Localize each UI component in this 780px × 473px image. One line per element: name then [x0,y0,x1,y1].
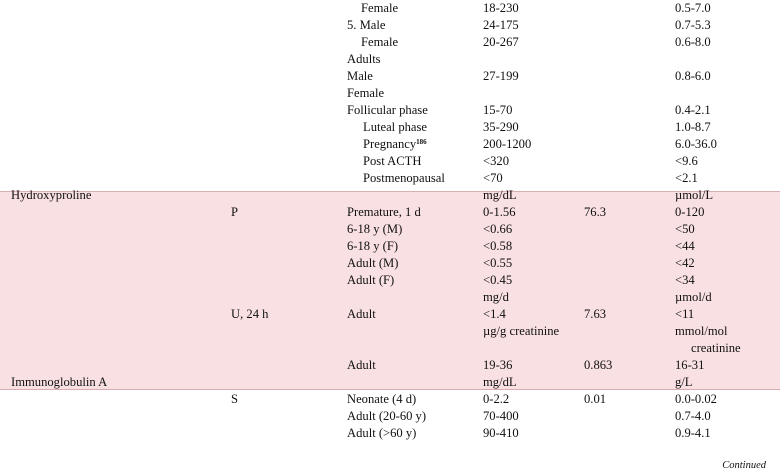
group-cell-text: Neonate (4 d) [347,392,417,406]
si-range-cell-text: <44 [675,239,695,253]
table-row [0,323,780,340]
conventional-range-cell [483,102,512,119]
conventional-range-cell [483,238,512,255]
group-cell-text: Female [347,86,385,100]
si-range-cell [675,187,713,204]
specimen-cell-text: U, 24 h [231,307,269,321]
conventional-range-cell-text: mg/dL [483,375,517,389]
table-row [0,221,780,238]
group-cell-text: Female [361,1,399,15]
table-row [0,238,780,255]
group-cell-text: 6-18 y (F) [347,239,399,253]
conventional-range-cell-text: mg/d [483,290,509,304]
table-row [0,340,780,357]
table-row [0,51,780,68]
si-range-cell-text: µmol/L [675,188,714,202]
si-range-cell-text: 0.7-5.3 [675,18,711,32]
si-range-cell [675,68,711,85]
group-cell-text: Postmenopausal [363,171,445,185]
conventional-range-cell [483,17,519,34]
conventional-range-cell-text: 24-175 [483,18,519,32]
si-range-cell-text: 1.0-8.7 [675,120,711,134]
group-cell [347,17,385,34]
conversion-factor-cell-text: 0.01 [584,392,607,406]
si-range-cell [675,340,741,357]
si-range-cell-text: µmol/d [675,290,712,304]
conventional-range-cell-text: 19-36 [483,358,513,372]
si-range-cell [675,153,698,170]
reference-superscript: 186 [416,138,427,146]
conventional-range-cell-text: <0.55 [483,256,513,270]
table-row [0,119,780,136]
si-range-cell-text: 0-120 [675,205,705,219]
conventional-range-cell [483,68,519,85]
table-row [0,153,780,170]
table-row [0,289,780,306]
si-range-cell [675,289,712,306]
si-range-cell-text: 6.0-36.0 [675,137,717,151]
table-row [0,357,780,374]
group-cell [347,85,384,102]
table-row [0,102,780,119]
table-row [0,408,780,425]
si-range-cell [675,102,711,119]
group-cell [347,357,376,374]
si-range-cell-text: <11 [675,307,695,321]
conventional-range-cell-text: 70-400 [483,409,519,423]
table-row [0,0,780,17]
si-range-cell [675,0,711,17]
table-row [0,272,780,289]
table-row [0,136,780,153]
group-cell [347,136,427,153]
si-range-cell [675,255,695,272]
conventional-range-cell [483,187,517,204]
test-name-cell [11,187,91,204]
conventional-range-cell [483,323,559,340]
group-cell-text: Adult (20-60 y) [347,409,427,423]
group-cell [347,255,398,272]
conventional-range-cell [483,306,506,323]
group-cell-text: Premature, 1 d [347,205,421,219]
si-range-cell-text: mmol/mol [675,324,728,338]
conventional-range-cell-text: 90-410 [483,426,519,440]
table-row [0,255,780,272]
table-row [0,170,780,187]
group-cell [347,408,426,425]
conversion-factor-cell [584,306,606,323]
conventional-range-cell-text: mg/dL [483,188,517,202]
group-cell-text: Post ACTH [363,154,422,168]
si-range-cell [675,374,693,391]
si-range-cell [675,408,711,425]
conventional-range-cell-text: 0-1.56 [483,205,516,219]
group-cell [347,170,445,187]
si-range-cell [675,272,695,289]
conventional-range-cell [483,374,517,391]
group-cell-text: Adults [347,52,381,66]
specimen-cell-text: S [231,392,239,406]
conventional-range-cell-text: <1.4 [483,307,506,321]
si-range-cell [675,34,711,51]
test-name-cell-text: Immunoglobulin A [11,375,108,389]
continued-label: Continued [722,460,766,471]
conventional-range-cell-text: <0.45 [483,273,513,287]
conventional-range-cell [483,0,519,17]
group-cell [347,391,416,408]
si-range-cell-text: 0.9-4.1 [675,426,711,440]
si-range-cell [675,170,698,187]
conversion-factor-cell-text: 0.863 [584,358,613,372]
si-range-cell-text: 0.6-8.0 [675,35,711,49]
group-cell [347,425,416,442]
conventional-range-cell [483,119,519,136]
group-cell [347,153,421,170]
si-range-cell-text: 0.7-4.0 [675,409,711,423]
group-cell-text: 5. Male [347,18,386,32]
table-row [0,425,780,442]
group-cell-text: Female [361,35,399,49]
si-range-cell [675,391,717,408]
specimen-cell [231,391,238,408]
conventional-range-cell-text: <0.58 [483,239,513,253]
group-cell [347,102,428,119]
si-range-cell [675,221,695,238]
group-cell [347,119,427,136]
group-cell [347,221,402,238]
si-range-cell-text: <34 [675,273,695,287]
conventional-range-cell [483,255,512,272]
group-cell-text: Adult [347,307,376,321]
conventional-range-cell [483,153,509,170]
conventional-range-cell-text: <0.66 [483,222,513,236]
conventional-range-cell [483,170,503,187]
conventional-range-cell [483,357,512,374]
si-range-cell [675,136,717,153]
group-cell [347,238,398,255]
si-range-cell [675,306,694,323]
conventional-range-cell-text: 18-230 [483,1,519,15]
si-range-cell [675,17,711,34]
conventional-range-cell-text: 35-290 [483,120,519,134]
conversion-factor-cell [584,357,612,374]
group-cell [347,204,421,221]
specimen-cell [231,204,238,221]
conventional-range-cell-text: 20-267 [483,35,519,49]
group-cell [347,68,373,85]
table-row [0,391,780,408]
conventional-range-cell [483,391,509,408]
si-range-cell [675,238,695,255]
conventional-range-cell-text: 15-70 [483,103,513,117]
conversion-factor-cell-text: 7.63 [584,307,607,321]
test-name-cell [11,374,107,391]
conventional-range-cell [483,289,509,306]
group-cell-text: Pregnancy [363,137,417,151]
si-range-cell-text: <2.1 [675,171,698,185]
conventional-range-cell [483,136,531,153]
si-range-cell [675,425,711,442]
conventional-range-cell [483,425,519,442]
si-range-cell-text: 0.4-2.1 [675,103,711,117]
group-cell-text: Follicular phase [347,103,428,117]
conventional-range-cell-text: <70 [483,171,503,185]
group-cell-text: Luteal phase [363,120,427,134]
conventional-range-cell-text: 0-2.2 [483,392,510,406]
table-row [0,17,780,34]
conventional-range-cell-text: 200-1200 [483,137,532,151]
group-cell-text: Adult [347,358,376,372]
conversion-factor-cell [584,391,606,408]
table-row [0,204,780,221]
conventional-range-cell [483,272,512,289]
group-cell-text: Adult (>60 y) [347,426,417,440]
table-row [0,34,780,51]
group-cell [347,306,376,323]
si-range-cell [675,119,711,136]
conventional-range-cell-text: 27-199 [483,69,519,83]
group-cell [347,272,394,289]
group-cell-text: Adult (F) [347,273,395,287]
group-cell-text: Adult (M) [347,256,399,270]
group-cell-text: Male [347,69,373,83]
table-row [0,85,780,102]
si-range-cell [675,204,704,221]
si-range-cell-text: <50 [675,222,695,236]
si-range-cell-text: 16-31 [675,358,705,372]
group-cell [347,34,398,51]
conventional-range-cell [483,221,512,238]
si-range-cell-text: 0.8-6.0 [675,69,711,83]
specimen-cell-text: P [231,205,239,219]
group-cell [347,51,381,68]
conventional-range-cell [483,34,519,51]
group-cell [347,0,398,17]
si-range-cell-text: <42 [675,256,695,270]
si-range-cell-text: creatinine [691,341,741,355]
test-name-cell-text: Hydroxyproline [11,188,92,202]
table-row [0,187,780,204]
conventional-range-cell-text: µg/g creatinine [483,324,560,338]
specimen-cell [231,306,268,323]
table-row [0,68,780,85]
si-range-cell [675,323,727,340]
si-range-cell-text: 0.5-7.0 [675,1,711,15]
table-row [0,306,780,323]
si-range-cell-text: g/L [675,375,693,389]
si-range-cell [675,357,704,374]
conventional-range-cell [483,408,519,425]
conversion-factor-cell [584,204,606,221]
si-range-cell-text: 0.0-0.02 [675,392,717,406]
group-cell-text: 6-18 y (M) [347,222,403,236]
conventional-range-cell-text: <320 [483,154,509,168]
conversion-factor-cell-text: 76.3 [584,205,607,219]
table-row [0,374,780,391]
si-range-cell-text: <9.6 [675,154,698,168]
conventional-range-cell [483,204,516,221]
